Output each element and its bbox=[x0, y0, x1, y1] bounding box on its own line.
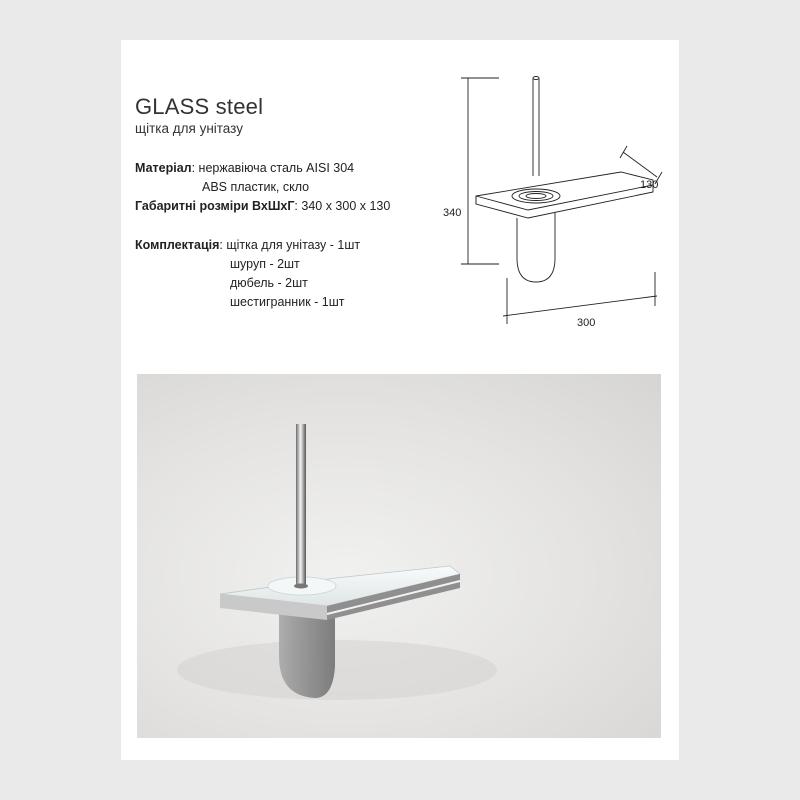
product-subtitle: щітка для унітазу bbox=[135, 121, 243, 136]
toilet-brush-holder-photo-icon bbox=[137, 374, 661, 738]
dimensions-value: : 340 х 300 х 130 bbox=[294, 199, 391, 213]
spec-sheet bbox=[121, 40, 679, 760]
toilet-brush-line-drawing-icon bbox=[421, 68, 671, 329]
kit-label: Комплектація bbox=[135, 238, 220, 252]
material-value-2: ABS пластик, скло bbox=[202, 180, 310, 194]
drawing-height-label: 340 bbox=[443, 207, 462, 219]
dimensions-label: Габаритні розміри ВхШхГ bbox=[135, 199, 295, 213]
material-value: : нержавіюча сталь AISI 304 bbox=[191, 161, 355, 175]
drawing-width-label: 300 bbox=[577, 317, 596, 329]
kit-item: : щітка для унітазу - 1шт bbox=[219, 238, 361, 252]
drawing-depth-label: 130 bbox=[640, 179, 659, 191]
dimensions-row bbox=[135, 199, 390, 213]
kit-item: дюбель - 2шт bbox=[230, 276, 308, 290]
kit-item: шестигранник - 1шт bbox=[230, 295, 345, 309]
kit-row bbox=[135, 238, 360, 252]
kit-item: шуруп - 2шт bbox=[230, 257, 300, 271]
material-row bbox=[135, 161, 354, 175]
material-label: Матеріал bbox=[135, 161, 192, 175]
product-title: GLASS steel bbox=[135, 94, 264, 119]
